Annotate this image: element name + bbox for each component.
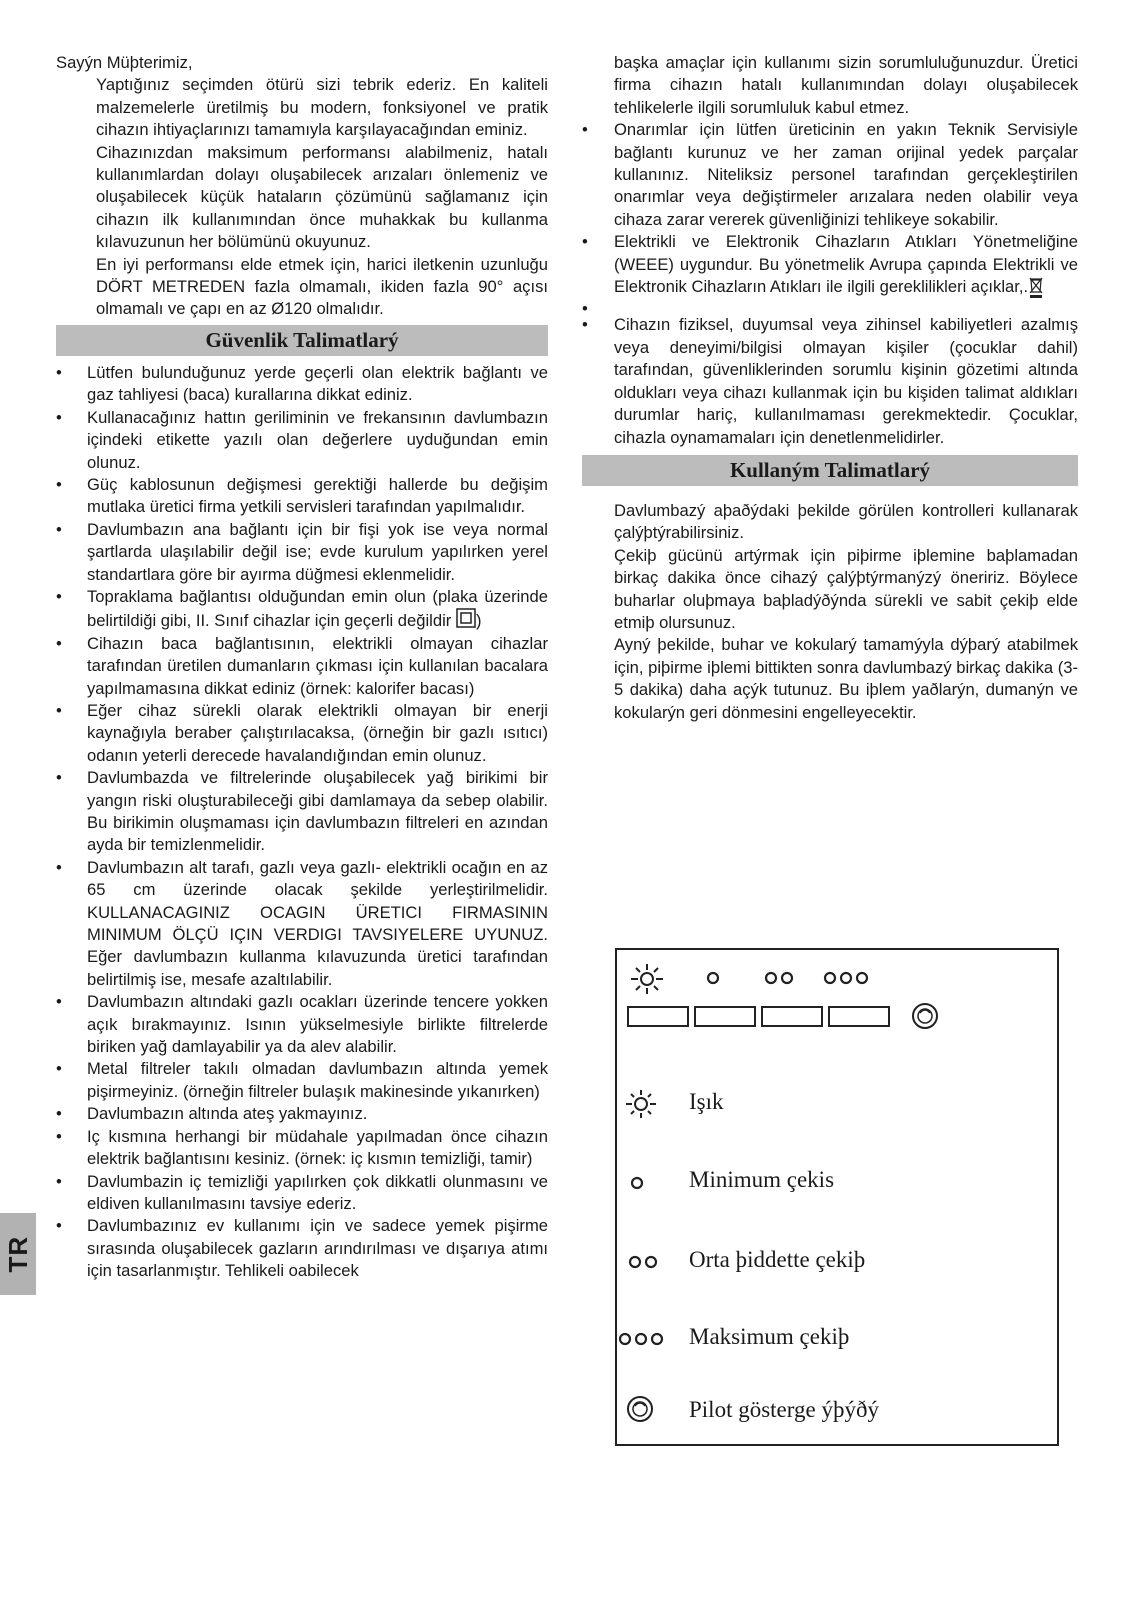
- weee-bin-icon: [1028, 276, 1044, 298]
- legend-label-speed-2: Orta þiddette çekiþ: [689, 1247, 866, 1272]
- light-icon: [627, 962, 667, 996]
- language-tab-label: TR: [2, 1235, 33, 1273]
- speed-2-icon: [763, 970, 795, 986]
- usage-text: [582, 500, 1078, 724]
- list-item: • Metal filtreler takılı olmadan davlumbazın altında yemek pişirmeyiniz. (örneğin filtreler bulaşık makinesinde yıkanırken): [56, 1058, 548, 1103]
- list-item: [56, 586, 548, 633]
- intro-paragraph-1: Yaptığınız seçimden ötürü sizi tebrik ederiz. En kaliteli malzemelerle üretilmiş bu modern, fonksiyonel ve pratik cihazın ihtiyaçlarınızı tamamıyla karşılayacağından eminiz.: [96, 75, 548, 140]
- legend-pilot-light-icon: [625, 1394, 655, 1424]
- safety-list: [56, 362, 548, 1283]
- pilot-light-icon: [910, 1001, 940, 1031]
- list-item: • Davlumbazın alt tarafı, gazlı veya gazlı- elektrikli ocağın en az 65 cm üzerinde olacak şekilde yerleştirilmelidir. KULLANACAGINIZ OCAGIN ÜRETICI FIRMASININ MINIMUM ÖLÇÜ IÇIN VERDIGI TAVSIYELERE UYUNUZ. Eğer davlumbazın kullanma kılavuzunda üretici tarafından belirtilmiş ise, mesafe azaltılabilir.: [56, 857, 548, 991]
- left-column: [56, 52, 548, 1283]
- spacer: [582, 298, 1078, 314]
- continuation-paragraph: başka amaçlar için kullanımı sizin sorumluluğunuzdur. Üretici firma cihazın hatalı kullanımından dolayı oluşabilecek tehlikelerle ilgili sorumluluk kabul etmez.: [614, 53, 1078, 117]
- intro-paragraph-3: En iyi performansı elde etmek için, harici iletkenin uzunluğu DÖRT METREDEN fazla olmamalı, ikiden fazla 90° açısı olmamalı ve çapı en az Ø120 olmalıdır.: [96, 254, 548, 319]
- greeting: Sayýn Müþterimiz,: [56, 53, 193, 72]
- speed-3-icon: [822, 970, 870, 986]
- usage-paragraph-1: Davlumbazý aþaðýdaki þekilde görülen kontrolleri kullanarak çalýþtýrabilirsiniz.: [614, 500, 1078, 543]
- list-item: • Lütfen bulunduğunuz yerde geçerli olan elektrik bağlantı ve gaz tahliyesi (baca) kurallarına dikkat ediniz.: [56, 362, 548, 407]
- legend-speed-2-icon: [627, 1254, 659, 1270]
- usage-paragraph-2: Çekiþ gücünü artýrmak için piþirme iþlemine baþlamadan birkaç dakika önce cihazý çalýþtýrmanýzý öneririz. Böylece buharlar oluþmaya baþladýðýnda sürekli ve sabit çekiþ elde etmiþ olursunuz.: [614, 545, 1078, 632]
- safety-heading: Güvenlik Talimatlarý: [56, 325, 548, 356]
- language-tab: [0, 1213, 36, 1295]
- list-item-close: ): [475, 611, 482, 631]
- list-item: • Kullanacağınız hattın geriliminin ve frekansının davlumbazın içindeki etikette yazılı olan değerlere uyduğundan emin olunuz.: [56, 407, 548, 474]
- speed-3-button[interactable]: [828, 1006, 890, 1027]
- intro-paragraph-2: Cihazınızdan maksimum performansı alabilmeniz, hatalı kullanımlardan dolayı oluşabilecek arızaları önlemeniz ve oluşabilecek küçük hataların çözümünü sağlamanız için cihazın ilk kullanımından önce muhakkak bu kullanma kılavuzunun her bölümünü okuyunuz.: [96, 142, 548, 252]
- list-item: • Davlumbazin iç temizliği yapılırken çok dikkatli olunmasını ve eldiven kullanılmasını tavsiye ederiz.: [56, 1171, 548, 1216]
- list-item-text: Topraklama bağlantısı olduğundan emin olun (plaka üzerinde belirtildiği gibi, II. Sınıf cihazlar için geçerli değildir: [87, 586, 548, 631]
- list-item: • Cihazın fiziksel, duyumsal veya zihinsel kabiliyetleri azalmış veya deneyimi/bilgisi olmayan kişiler (çocuklar dahil) tarafından, güvenliklerinden sorumlu kişinin gözetimi altında oldukları veya cihazı kullanmak için bu kişiden talimat aldıkları durumlar hariç, kullanılmaması gerekmektedir. Çocuklar, cihazla oynamamaları için denetlenmelidirler.: [582, 314, 1078, 448]
- usage-paragraph-3: Ayný þekilde, buhar ve kokularý tamamýyla dýþarý atabilmek için, piþirme iþlemi bittikten sonra davlumbazý birkaç dakika (3-5 dakika) daha açýk tutunuz. Bu iþlem yaðlarýn, dumanýn ve kokularýn geri dönmesini engelleyecektir.: [614, 635, 1078, 722]
- list-item: • Davlumbazın altında ateş yakmayınız.: [56, 1103, 548, 1125]
- list-item: [582, 231, 1078, 298]
- legend-label-light: Işık: [689, 1089, 724, 1114]
- list-item-text: Elektrikli ve Elektronik Cihazların Atıkları Yönetmeliğine (WEEE) uygundur. Bu yönetmelik Avrupa çapında Elektrikli ve Elektronik Cihazların Atıkları ile ilgili gereklilikleri açıklar,.: [614, 232, 1078, 297]
- right-column: [582, 52, 1078, 724]
- speed-1-icon: [705, 970, 721, 986]
- list-item: • Iç kısmına herhangi bir müdahale yapılmadan önce cihazın elektrik bağlantısını kesiniz. (örnek: iç kısmın temizliği, tamir): [56, 1126, 548, 1171]
- usage-heading: Kullaným Talimatlarý: [582, 455, 1078, 486]
- legend-label-speed-1: Minimum çekis: [689, 1167, 835, 1192]
- light-button[interactable]: [627, 1006, 689, 1027]
- list-item: • Davlumbazın altındaki gazlı ocakları üzerinde tencere yokken açık bırakmayınız. Isının yükselmesiyle birlikte filtrelerde biriken yağ damlayabilir ya da alev alabilir.: [56, 991, 548, 1058]
- legend-label-pilot-light: Pilot gösterge ýþýðý: [689, 1397, 879, 1422]
- speed-1-button[interactable]: [694, 1006, 756, 1027]
- list-item: • Eğer cihaz sürekli olarak elektrikli olmayan bir enerji kaynağıyla beraber çalıştırılacaksa, (örneğin bir gazlı ısıtıcı) odanın yeterli derecede havalandığından emin olunuz.: [56, 700, 548, 767]
- control-panel-diagram: [615, 948, 1059, 1446]
- list-item: • Davlumbazın ana bağlantı için bir fişi yok ise veya normal şartlarda ulaşılabilir değil ise; evde kurulum yapılırken yerel standartlara göre bir ayırma düğmesi eklenmelidir.: [56, 519, 548, 586]
- legend-light-icon: [623, 1088, 659, 1120]
- list-item: • Onarımlar için lütfen üreticinin en yakın Teknik Servisiyle bağlantı kurunuz ve her zaman orijinal yedek parçalar kullanınız. Niteliksiz personel tarafından gerçekleştirilen onarımlar veya değiştirmeler arızalara neden olabilir veya cihaza zarar vererek güvenliğinizi tehlikeye sokabilir.: [582, 119, 1078, 231]
- legend-label-speed-3: Maksimum çekiþ: [689, 1324, 850, 1349]
- list-item: • Güç kablosunun değişmesi gerektiği hallerde bu değişim mutlaka üretici firma yetkili servisleri tarafından yapılmalıdır.: [56, 474, 548, 519]
- class-ii-symbol-icon: [456, 608, 476, 628]
- list-item: • Davlumbazınız ev kullanımı için ve sadece yemek pişirme sırasında oluşabilecek gazların arındırılması ve dışarıya atımı için tasarlanmıştır. Tehlikeli oabilecek: [56, 1215, 548, 1282]
- list-item: • Cihazın baca bağlantısının, elektrikli olmayan cihazlar tarafından üretilen dumanların çıkması için kullanılan bacalara yapılmamasına dikkat ediniz (örnek: kalorifer bacası): [56, 633, 548, 700]
- right-list: [582, 119, 1078, 449]
- legend-speed-1-icon: [629, 1175, 645, 1191]
- list-item: • Davlumbazda ve filtrelerinde oluşabilecek yağ birikimi bir yangın riski oluşturabileceği gibi damlamaya da sebep olabilir. Bu birikimin oluşmaması için davlumbazın filtreleri en azından ayda bir temizlenmelidir.: [56, 767, 548, 857]
- legend-speed-3-icon: [617, 1331, 665, 1347]
- speed-2-button[interactable]: [761, 1006, 823, 1027]
